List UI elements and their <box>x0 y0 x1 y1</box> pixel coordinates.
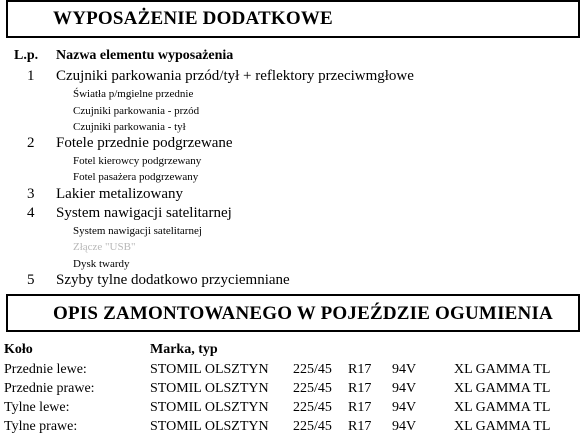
tire-size: 225/45 <box>293 419 332 434</box>
tires-section-header <box>6 294 580 332</box>
column-header-lp: L.p. <box>14 48 39 63</box>
item-sub-label: Czujniki parkowania - przód <box>73 105 200 117</box>
tire-load-index: 94V <box>392 400 417 415</box>
tire-load-index: 94V <box>392 381 417 396</box>
item-label: System nawigacji satelitarnej <box>56 205 232 221</box>
column-header-item-name: Nazwa elementu wyposażenia <box>56 48 234 63</box>
tire-model: XL GAMMA TL <box>454 400 551 415</box>
equipment-section-header <box>6 0 580 38</box>
item-sub-label: System nawigacji satelitarnej <box>73 225 202 237</box>
item-label: Lakier metalizowany <box>56 186 184 202</box>
item-sub-label: Fotel pasażera podgrzewany <box>73 171 199 183</box>
tire-model: XL GAMMA TL <box>454 381 551 396</box>
tire-rim: R17 <box>348 419 372 434</box>
item-sub-label: Czujniki parkowania - tył <box>73 121 186 133</box>
tire-model: XL GAMMA TL <box>454 362 551 377</box>
tire-size: 225/45 <box>293 400 332 415</box>
wheel-position: Tylne lewe: <box>4 400 70 415</box>
column-header-brand: Marka, typ <box>150 342 218 357</box>
item-label: Szyby tylne dodatkowo przyciemniane <box>56 272 290 288</box>
item-label: Czujniki parkowania przód/tył + reflektory przeciwmgłowe <box>56 68 414 84</box>
item-sub-label-disabled: Złącze "USB" <box>73 241 136 253</box>
item-sub-label: Światła p/mgielne przednie <box>73 88 194 100</box>
wheel-position: Przednie prawe: <box>4 381 95 396</box>
wheel-position: Tylne prawe: <box>4 419 78 434</box>
tire-size: 225/45 <box>293 362 332 377</box>
tire-rim: R17 <box>348 400 372 415</box>
tire-brand: STOMIL OLSZTYN <box>150 419 269 434</box>
tire-load-index: 94V <box>392 419 417 434</box>
tire-load-index: 94V <box>392 362 417 377</box>
column-header-wheel: Koło <box>4 342 33 357</box>
tires-section-title: OPIS ZAMONTOWANEGO W POJEŹDZIE OGUMIENIA <box>53 303 553 324</box>
wheel-position: Przednie lewe: <box>4 362 87 377</box>
item-sub-label: Dysk twardy <box>73 258 130 270</box>
tire-model: XL GAMMA TL <box>454 419 551 434</box>
item-number: 1 <box>27 68 35 84</box>
tire-rim: R17 <box>348 381 372 396</box>
tire-brand: STOMIL OLSZTYN <box>150 400 269 415</box>
item-number: 4 <box>27 205 35 221</box>
tire-size: 225/45 <box>293 381 332 396</box>
item-number: 3 <box>27 186 35 202</box>
tire-rim: R17 <box>348 362 372 377</box>
item-sub-label: Fotel kierowcy podgrzewany <box>73 155 202 167</box>
tire-brand: STOMIL OLSZTYN <box>150 362 269 377</box>
item-number: 2 <box>27 135 35 151</box>
item-label: Fotele przednie podgrzewane <box>56 135 233 151</box>
item-number: 5 <box>27 272 35 288</box>
tire-brand: STOMIL OLSZTYN <box>150 381 269 396</box>
equipment-section-title: WYPOSAŻENIE DODATKOWE <box>53 8 333 29</box>
